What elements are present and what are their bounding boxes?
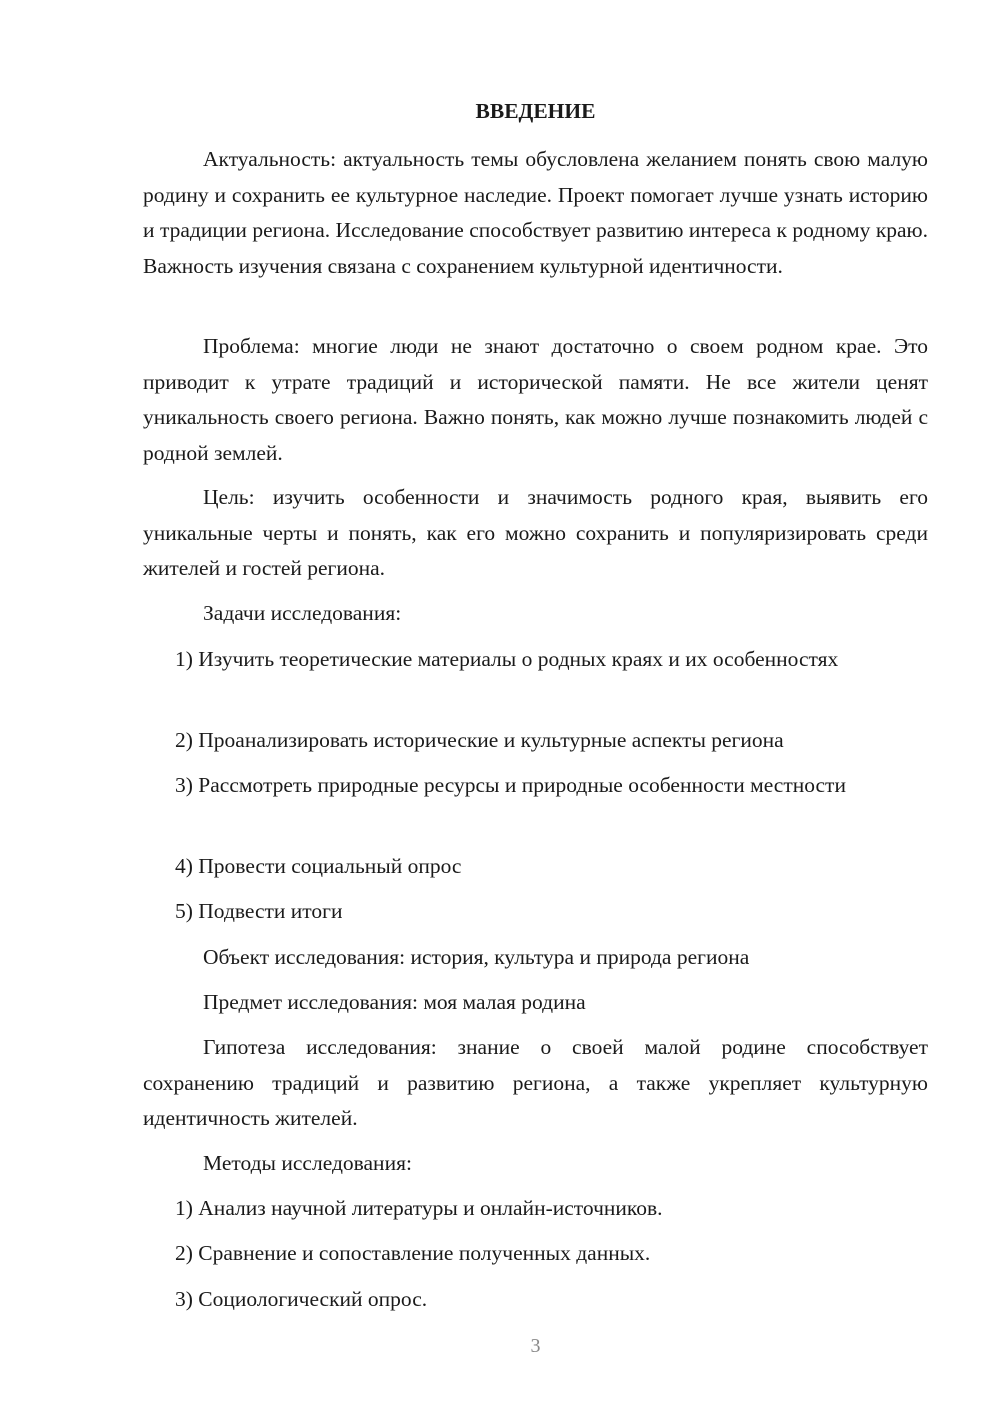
goal-paragraph: Цель: изучить особенности и значимость родного края, выявить его уникальные черты и понять, как его можно сохранить и популяризировать среди жителей и гостей региона. bbox=[143, 485, 928, 580]
hypothesis-paragraph: Гипотеза исследования: знание о своей малой родине способствует сохранению традиций и развитию региона, а также укрепляет культурную идентичность жителей. bbox=[143, 1035, 928, 1130]
task-item-3: 3) Рассмотреть природные ресурсы и природные особенности местности bbox=[175, 773, 846, 797]
subject-paragraph: Предмет исследования: моя малая родина bbox=[203, 990, 586, 1014]
relevance-paragraph: Актуальность: актуальность темы обусловлена желанием понять свою малую родину и сохранить ее культурное наследие. Проект помогает лучше узнать историю и традиции региона. Исследование способствует развитию интереса к родному краю. Важность изучения связана с сохранением культурной идентичности. bbox=[143, 147, 928, 278]
method-item-2: 2) Сравнение и сопоставление полученных данных. bbox=[175, 1241, 651, 1265]
task-item-1: 1) Изучить теоретические материалы о родных краях и их особенностях bbox=[175, 647, 839, 671]
tasks-title: Задачи исследования: bbox=[203, 601, 402, 625]
section-heading: ВВЕДЕНИЕ bbox=[475, 99, 596, 123]
task-item-2: 2) Проанализировать исторические и культурные аспекты региона bbox=[175, 728, 784, 752]
methods-title: Методы исследования: bbox=[203, 1151, 412, 1175]
task-item-5: 5) Подвести итоги bbox=[175, 899, 343, 923]
method-item-3: 3) Социологический опрос. bbox=[175, 1287, 428, 1311]
document-page bbox=[143, 0, 928, 1414]
problem-paragraph: Проблема: многие люди не знают достаточно о своем родном крае. Это приводит к утрате традиций и исторической памяти. Не все жители ценят уникальность своего региона. Важно понять, как можно лучше познакомить людей с родной землей. bbox=[143, 334, 928, 465]
method-item-1: 1) Анализ научной литературы и онлайн-источников. bbox=[175, 1196, 663, 1220]
page-number: 3 bbox=[530, 1335, 541, 1357]
task-item-4: 4) Провести социальный опрос bbox=[175, 854, 462, 878]
object-paragraph: Объект исследования: история, культура и природа региона bbox=[203, 945, 750, 969]
